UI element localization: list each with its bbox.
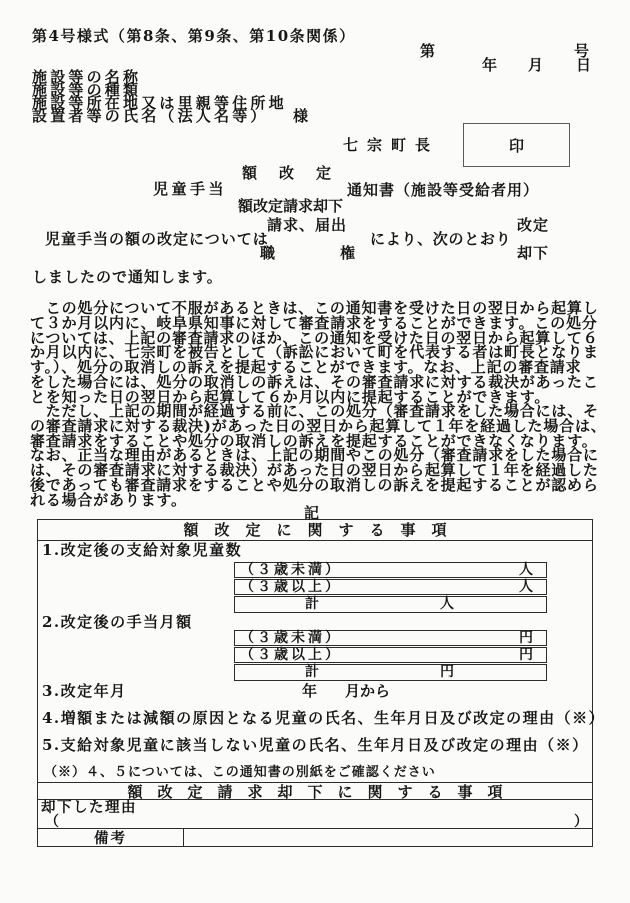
decision-option-reject: 却下 bbox=[517, 244, 550, 262]
paragraph-line: をした場合には、処分の取消しの訴えは、その審査請求に対する裁決があったこ bbox=[30, 372, 599, 391]
founder-name-label: 設置者等の氏名（法人名等） bbox=[32, 107, 269, 125]
row-label: （３歳以上） bbox=[240, 579, 342, 595]
doc-number-prefix: 第 bbox=[420, 42, 436, 60]
table-row bbox=[234, 647, 547, 663]
seal-box bbox=[463, 123, 570, 167]
table-row bbox=[234, 579, 547, 595]
table1-header: 額改定に関する事項 bbox=[38, 520, 592, 541]
paragraph-line: ただし、上記の期間が経過する前に、この処分（審査請求をした場合には、そ bbox=[30, 402, 599, 420]
table-row bbox=[234, 562, 547, 578]
row-unit: 人 bbox=[519, 579, 533, 595]
item3-year: 年 bbox=[302, 682, 318, 700]
addressee-suffix: 様 bbox=[293, 107, 309, 125]
title-option-rejection: 額改定請求却下 bbox=[238, 197, 344, 215]
item3-month-from: 月から bbox=[345, 682, 391, 700]
decision-option-revise: 改定 bbox=[517, 216, 550, 234]
decision-closing: しましたので通知します。 bbox=[32, 268, 223, 286]
paren-close: ） bbox=[574, 814, 588, 830]
table2-header: 額改定請求却下に関する事項 bbox=[38, 782, 592, 800]
paragraph-line: て３か月以内に、岐阜県知事に対して審査請求をすることができます。この処分 bbox=[30, 313, 598, 332]
facility-address-label: 施設等所在地又は里親等住所地 bbox=[32, 94, 287, 112]
paragraph-line: れる場合があります。 bbox=[30, 490, 187, 509]
child-count-table bbox=[234, 562, 547, 614]
facility-type-label: 施設等の種類 bbox=[32, 81, 142, 99]
decision-lead: 児童手当の額の改定については bbox=[45, 230, 269, 248]
title-option-amount-change: 額 改 定 bbox=[242, 164, 335, 182]
row-label: （３歳未満） bbox=[240, 562, 342, 578]
appeal-paragraph-2 bbox=[30, 404, 607, 508]
total-label: 計 bbox=[305, 596, 319, 612]
row-unit: 人 bbox=[519, 562, 533, 578]
table-total-row bbox=[234, 596, 547, 613]
remarks-label: 備考 bbox=[94, 830, 127, 848]
paragraph-line: なお、正当な理由があるときは、上記の期間やこの処分（審査請求をした場合に bbox=[30, 446, 599, 465]
decision-option-claim: 請求、届出 bbox=[267, 216, 348, 234]
total-unit: 円 bbox=[440, 664, 454, 680]
date-day-label: 日 bbox=[576, 56, 592, 74]
item4-label: 4.増額または減額の原因となる児童の氏名、生年月日及び改定の理由（※） bbox=[42, 709, 606, 727]
item3-label: 3.改定年月 bbox=[42, 682, 127, 700]
paragraph-line: の審査請求に対する裁決)があった日の翌日から起算して１年を経過した場合は、 bbox=[30, 416, 607, 435]
table-total-row bbox=[234, 664, 547, 681]
paragraph-line: す。）、処分の取消しの訴えを提起することができます。なお、上記の審査請求 bbox=[30, 358, 582, 377]
date-year-label: 年 bbox=[482, 56, 498, 74]
item5-label: 5.支給対象児童に該当しない児童の氏名、生年月日及び改定の理由（※） bbox=[42, 736, 589, 754]
row-unit: 円 bbox=[519, 647, 533, 663]
paragraph-line: 審査請求をすることや処分の取消しの訴えを提起することができなくなります。 bbox=[30, 431, 598, 450]
table1-note: （※）４、５については、この通知書の別紙をご確認ください bbox=[44, 765, 436, 780]
row-unit: 円 bbox=[519, 630, 533, 646]
remarks-row bbox=[38, 828, 592, 847]
table-row bbox=[234, 630, 547, 646]
rejection-reason-label: 却下した理由 bbox=[41, 799, 137, 816]
ki-marker: 記 bbox=[304, 504, 320, 522]
title-suffix: 通知書（施設等受給者用） bbox=[347, 181, 540, 199]
decision-option-authority: 職 権 bbox=[260, 244, 357, 262]
paragraph-line: とを知った日の翌日から起算して６か月以内に提起することができます。 bbox=[30, 387, 551, 406]
title-subject: 児童手当 bbox=[153, 180, 228, 198]
paragraph-line: この処分について不服があるときは、この通知書を受けた日の翌日から起算し bbox=[30, 299, 599, 317]
paragraph-line: は、その審査請求に対する裁決）があった日の翌日から起算して１年を経過した bbox=[30, 461, 599, 480]
item1-label: 1.改定後の支給対象児童数 bbox=[42, 541, 243, 559]
decision-middle: により、次のとおり bbox=[370, 230, 512, 248]
seal-label: 印 bbox=[508, 136, 524, 155]
total-label: 計 bbox=[305, 664, 319, 680]
paragraph-line: か月以内に、七宗町を被告として（訴訟において町を代表する者は町長となりま bbox=[30, 343, 599, 362]
paragraph-line: 後であっても審査請求をすることや処分の取消しの訴えを提起することが認めら bbox=[30, 475, 599, 494]
row-label: （３歳以上） bbox=[240, 647, 342, 663]
doc-number-suffix: 号 bbox=[574, 42, 590, 60]
form-number-line: 第4号様式（第8条、第9条、第10条関係） bbox=[32, 27, 356, 45]
facility-name-label: 施設等の名称 bbox=[32, 68, 142, 86]
appeal-paragraph-1 bbox=[30, 301, 599, 405]
monthly-amount-table bbox=[234, 630, 547, 682]
item2-label: 2.改定後の手当月額 bbox=[42, 613, 193, 631]
paren-open: （ bbox=[45, 814, 59, 830]
row-label: （３歳未満） bbox=[240, 630, 342, 646]
date-month-label: 月 bbox=[528, 56, 544, 74]
paragraph-line: については、上記の審査請求のほか、この通知を受けた日の翌日から起算して６ bbox=[30, 328, 599, 347]
total-unit: 人 bbox=[440, 596, 454, 612]
mayor-title: 七宗町長 bbox=[343, 136, 440, 154]
remarks-label-cell bbox=[38, 829, 184, 847]
